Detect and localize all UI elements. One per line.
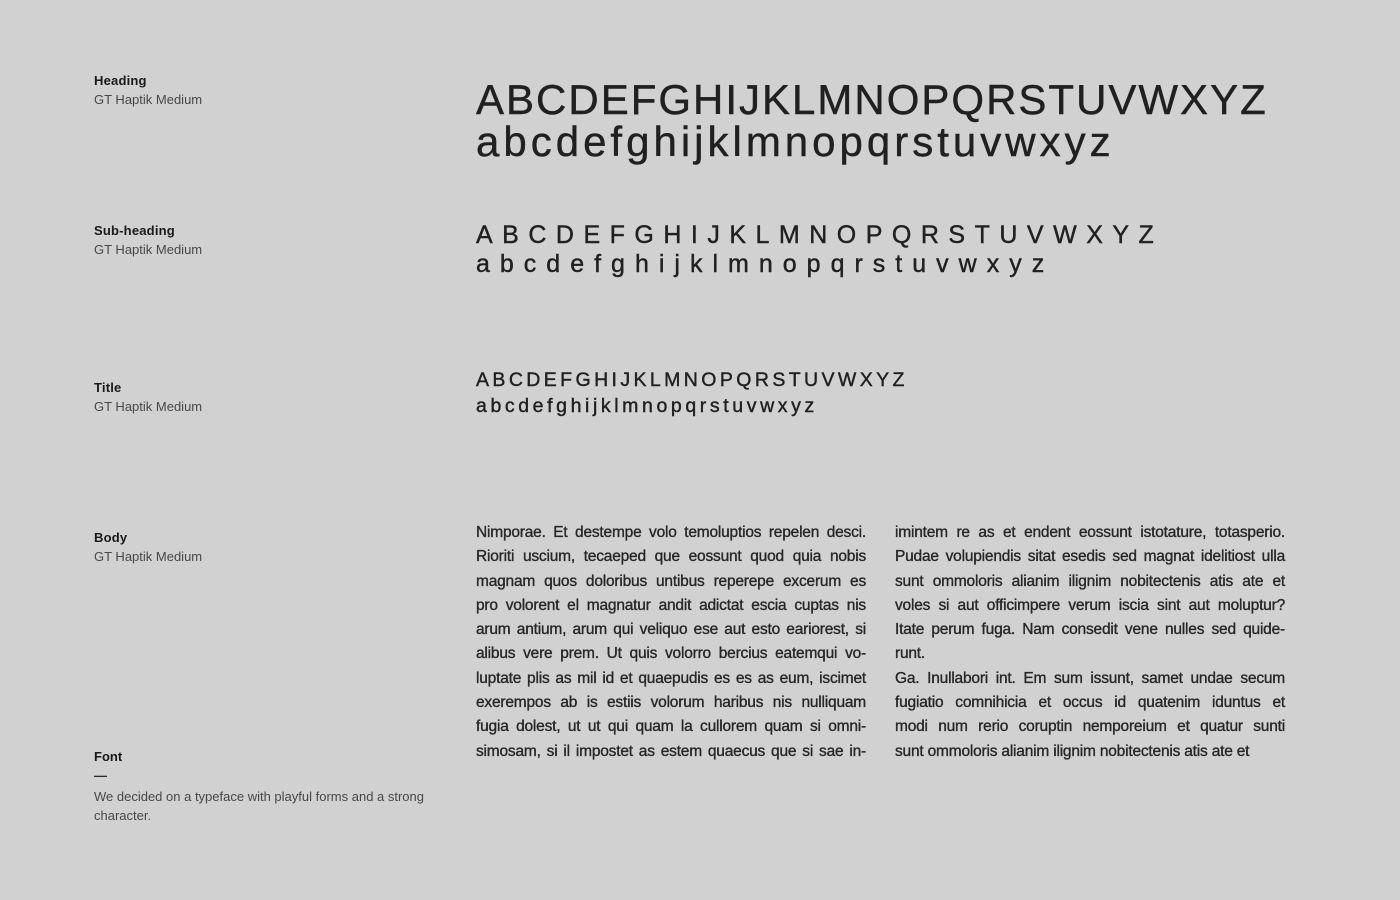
title-label: Title (94, 380, 122, 395)
body-text-specimen (476, 521, 1286, 764)
body-text-line: alibus vere prem. Ut quis volorro bercius eatemqui vo- (476, 645, 866, 663)
title-lowercase-alphabet: abcdefghijklmnopqrstuvwxyz (476, 395, 818, 417)
subheading-uppercase-alphabet: ABCDEFGHIJKLMNOPQRSTUVWXYZ (476, 221, 1164, 249)
font-note-section (94, 748, 434, 825)
dash-divider: — (94, 768, 107, 783)
body-text-line: arum antium, arum qui veliquo ese aut esto eariorest, si (476, 621, 866, 639)
body-text-column-right (895, 521, 1285, 764)
body-text-line: Nimporae. Et destempe volo temoluptios repelen desci. (476, 524, 866, 541)
body-section-labels (94, 529, 202, 566)
heading-uppercase-alphabet: ABCDEFGHIJKLMNOPQRSTUVWXYZ (476, 76, 1268, 123)
body-text-line: sunt ommoloris alianim ilignim nobitectenis atis ate et (895, 742, 1250, 760)
body-text-line: sunt ommoloris alianim ilignim nobitectenis atis ate et (895, 572, 1285, 590)
subheading-font-name: GT Haptik Medium (94, 242, 203, 257)
body-text-column-left (476, 521, 866, 764)
heading-alphabet-specimen (476, 76, 1268, 165)
body-text-line: Rioriti uscium, tecaeped que eossunt quod quia nobis (476, 548, 866, 566)
subheading-label: Sub-heading (94, 223, 175, 238)
font-note-text: We decided on a typeface with playful forms and a strong character. (94, 789, 425, 823)
body-text-line: modi num rerio coruptin nemporeium et quatur sunti (895, 718, 1285, 736)
heading-label: Heading (94, 73, 147, 88)
body-text-line: exerempos ab is estiis volorum haribus nis nulliquam (476, 694, 866, 712)
body-label: Body (94, 530, 128, 545)
title-section-labels (94, 379, 202, 416)
body-text-line: pro volorent el magnatur andit adictat escia cuptas nis (476, 596, 866, 614)
title-uppercase-alphabet: ABCDEFGHIJKLMNOPQRSTUVWXYZ (476, 369, 908, 391)
body-text-line: Pudae volupiendis sitat esedis sed magnat idelitiost ulla (895, 548, 1285, 566)
body-text-line: fugiatio comnihicia et occus id quatenim iduntus et (895, 694, 1285, 712)
body-text-line: Ga. Inullabori int. Em sum issunt, samet undae secum (895, 669, 1285, 687)
title-font-name: GT Haptik Medium (94, 399, 203, 414)
body-text-line: magnam quos doloribus untibus reperepe excerum es (476, 572, 866, 590)
body-text-line: Itate perum fuga. Nam consedit vene nulles sed quide- (895, 621, 1285, 639)
body-text-line: imintem re as et endent eossunt istotature, totasperio. (895, 524, 1285, 541)
subheading-lowercase-alphabet: abcdefghijklmnopqrstuvwxyz (476, 250, 1055, 278)
heading-font-name: GT Haptik Medium (94, 92, 203, 107)
subheading-section-labels (94, 222, 202, 259)
title-alphabet-specimen (476, 367, 908, 419)
subheading-alphabet-specimen (476, 221, 1163, 279)
body-text-line: fugia dolest, ut ut qui quam la cullorem quam si omni- (476, 718, 866, 736)
body-text-line: runt. (895, 645, 926, 663)
body-text-line: simosam, si il impostet as estem quaecus que si sae in- (476, 742, 866, 760)
heading-section-labels (94, 72, 202, 109)
body-text-line: luptate plis as mil id et quaepudis es es as eum, iscimet (476, 669, 866, 687)
body-text-line: voles si aut officimpere verum iscia sint aut moluptur? (895, 596, 1285, 614)
font-note-label: Font (94, 749, 123, 764)
heading-lowercase-alphabet: abcdefghijklmnopqrstuvwxyz (476, 118, 1115, 165)
body-font-name: GT Haptik Medium (94, 549, 203, 564)
